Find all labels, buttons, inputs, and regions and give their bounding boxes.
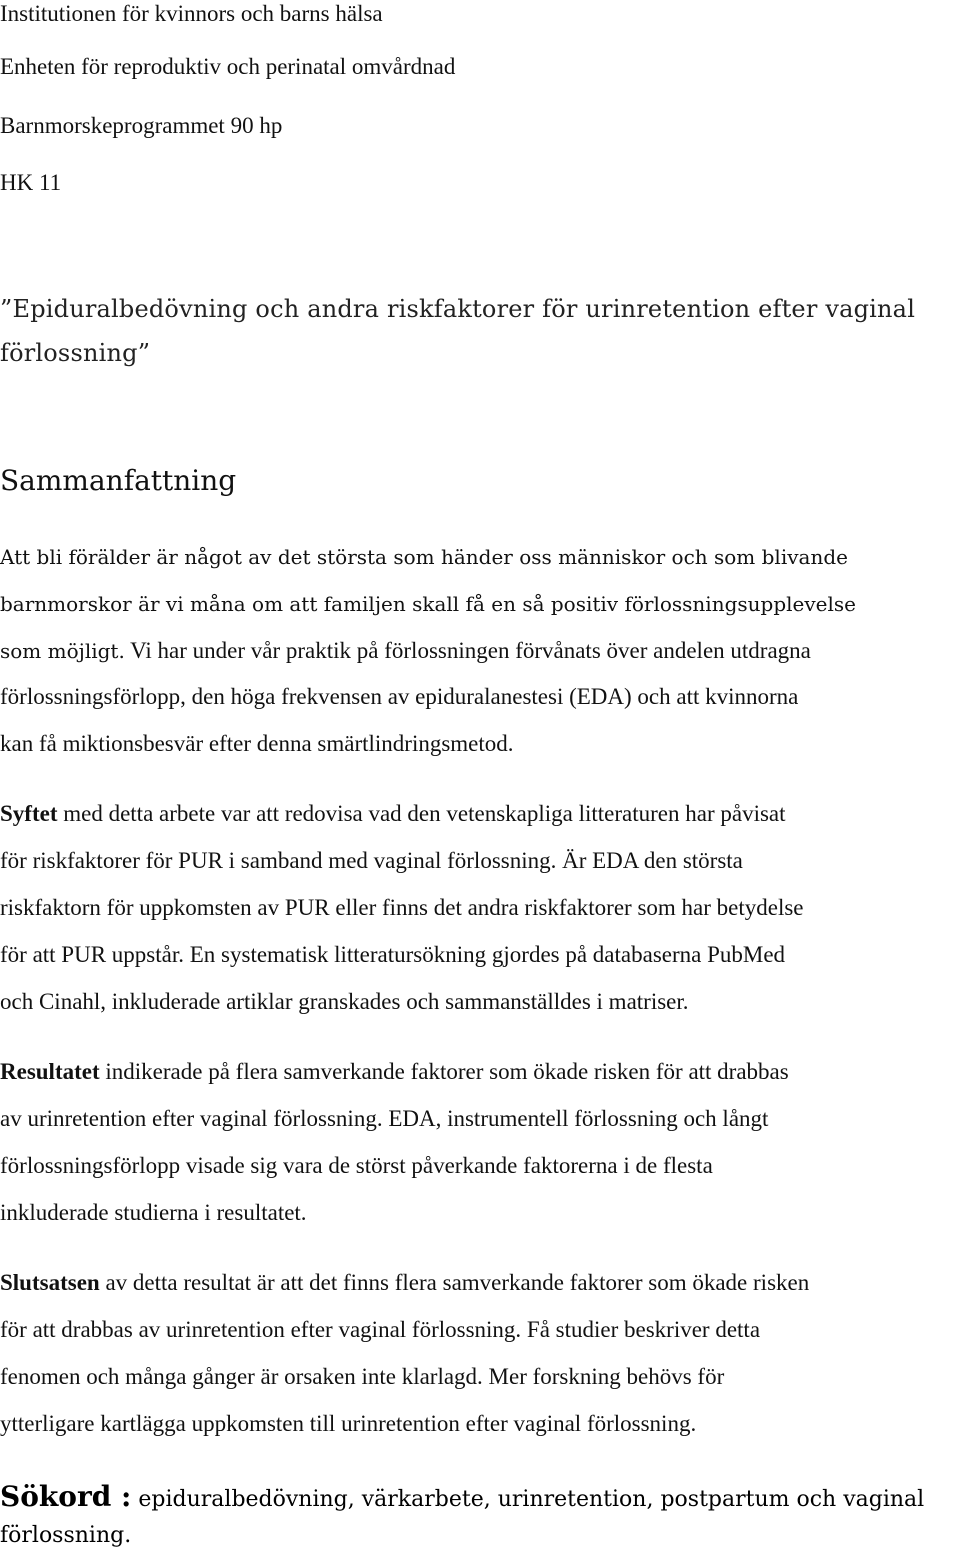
intro-line-4: förlossningsförlopp, den höga frekvensen av epiduralanestesi (EDA) och att kvinnorna bbox=[0, 684, 799, 709]
aim-line-5: och Cinahl, inkluderade artiklar granskades och sammanställdes i matriser. bbox=[0, 989, 689, 1014]
aim-line-4: för att PUR uppstår. En systematisk litteratursökning gjordes på databaserna PubMed bbox=[0, 942, 786, 967]
keywords-label: Sökord : bbox=[0, 1480, 132, 1513]
result-line-1-text: indikerade på flera samverkande faktorer som ökade risken för att drabbas bbox=[99, 1059, 789, 1084]
conclusion-line-1-text: av detta resultat är att det finns flera samverkande faktorer som ökade risken bbox=[99, 1270, 810, 1295]
thesis-title-line-2: förlossning” bbox=[0, 339, 151, 367]
result-label: Resultatet bbox=[0, 1059, 100, 1084]
conclusion-line-3: fenomen och många gånger är orsaken inte klarlagd. Mer forskning behövs för bbox=[0, 1364, 725, 1389]
intro-line-1: Att bli förälder är något av det största som händer oss människor och som blivande bbox=[0, 545, 848, 569]
summary-heading: Sammanfattning bbox=[0, 464, 237, 497]
aim-line-2: för riskfaktorer för PUR i samband med vaginal förlossning. Är EDA den största bbox=[0, 848, 743, 873]
unit-name: Enheten för reproduktiv och perinatal omvårdnad bbox=[0, 54, 456, 79]
term-label: HK 11 bbox=[0, 170, 62, 195]
result-line-4: inkluderade studierna i resultatet. bbox=[0, 1200, 307, 1225]
result-line-3: förlossningsförlopp visade sig vara de störst påverkande faktorerna i de flesta bbox=[0, 1153, 713, 1178]
keywords-line-1 bbox=[0, 1480, 924, 1519]
result-line-1 bbox=[0, 1059, 789, 1085]
aim-line-1 bbox=[0, 801, 786, 827]
aim-label: Syftet bbox=[0, 801, 58, 826]
intro-line-3 bbox=[0, 638, 811, 664]
conclusion-label: Slutsatsen bbox=[0, 1270, 100, 1295]
result-line-2: av urinretention efter vaginal förlossning. EDA, instrumentell förlossning och långt bbox=[0, 1106, 769, 1131]
program-name: Barnmorskeprogrammet 90 hp bbox=[0, 113, 283, 138]
keywords-text: epiduralbedövning, värkarbete, urinretention, postpartum och vaginal bbox=[131, 1487, 925, 1512]
conclusion-line-4: ytterligare kartlägga uppkomsten till urinretention efter vaginal förlossning. bbox=[0, 1411, 697, 1436]
intro-line-3-rest: Vi har under vår praktik på förlossningen förvånats över andelen utdragna bbox=[124, 638, 811, 663]
keywords-line-2: förlossning. bbox=[0, 1523, 132, 1548]
institution-name: Institutionen för kvinnors och barns hälsa bbox=[0, 1, 383, 26]
intro-line-2: barnmorskor är vi måna om att familjen skall få en så positiv förlossningsupplevelse bbox=[0, 592, 856, 616]
thesis-title-line-1: ”Epiduralbedövning och andra riskfaktorer för urinretention efter vaginal bbox=[0, 295, 916, 323]
aim-line-1-text: med detta arbete var att redovisa vad den vetenskapliga litteraturen har påvisat bbox=[57, 801, 786, 826]
intro-line-5: kan få miktionsbesvär efter denna smärtlindringsmetod. bbox=[0, 731, 514, 756]
conclusion-line-2: för att drabbas av urinretention efter vaginal förlossning. Få studier beskriver detta bbox=[0, 1317, 761, 1342]
conclusion-line-1 bbox=[0, 1270, 809, 1296]
aim-line-3: riskfaktorn för uppkomsten av PUR eller finns det andra riskfaktorer som har betydelse bbox=[0, 895, 804, 920]
intro-line-3-start: som möjligt. bbox=[0, 639, 125, 663]
